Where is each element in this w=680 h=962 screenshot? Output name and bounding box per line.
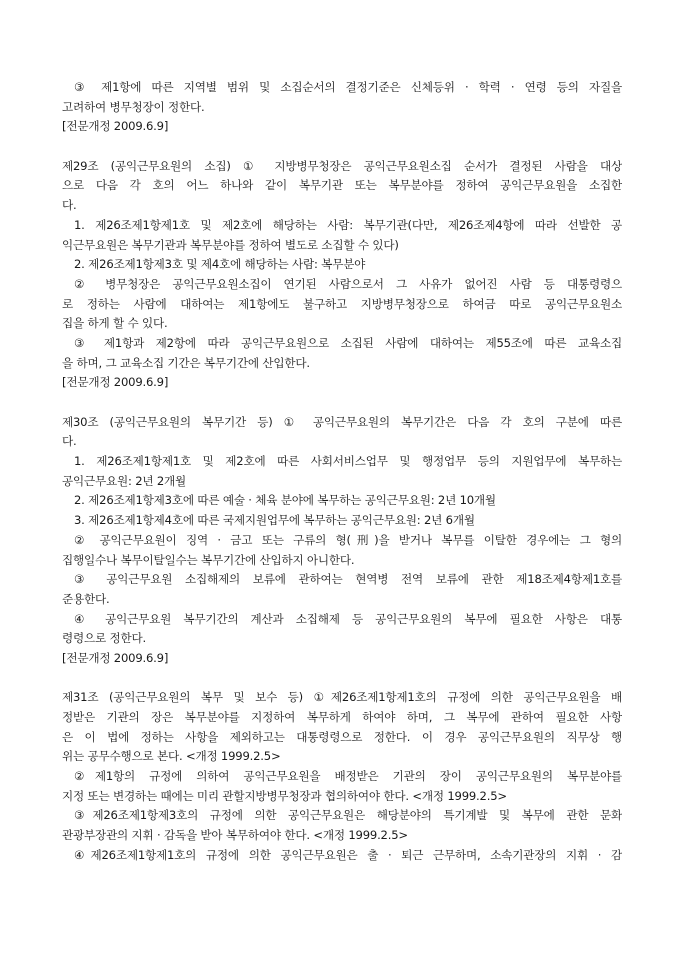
text-line: 을 하며, 그 교육소집 기간은 복무기간에 산입한다.	[62, 355, 310, 370]
document-page	[62, 78, 622, 866]
paragraph-gap	[62, 669, 622, 689]
document-section	[62, 688, 622, 865]
text-line: 지정 또는 변경하는 때에는 미리 관할지방병무청장과 협의하여야 한다. <개정 1999.2.5>	[62, 788, 507, 803]
document-section	[62, 413, 622, 669]
text-line: 으로 다음 각 호의 어느 하나와 같이 복무기관 또는 복무분야를 정하여 공익근무요원을 소집한	[62, 178, 622, 193]
text-line: 2. 제26조제1항제3호에 따른 예술 · 체육 분야에 복무하는 공익근무요원: 2년 10개월	[74, 493, 496, 508]
text-line: 위는 공무수행으로 본다. <개정 1999.2.5>	[62, 749, 281, 764]
text-line: 고려하여 병무청장이 정한다.	[62, 99, 205, 114]
text-line: ② 공익근무요원이 징역 · 금고 또는 구류의 형(刑)을 받거나 복무를 이탈한 경우에는 그 형의	[74, 532, 622, 547]
paragraph-gap	[62, 393, 622, 413]
text-line: 령령으로 정한다.	[62, 631, 146, 646]
text-line: 로 정하는 사람에 대하여는 제1항에도 불구하고 지방병무청장으로 하여금 따로 공익근무요원소	[62, 296, 622, 311]
text-line: [전문개정 2009.6.9]	[62, 375, 169, 390]
text-line: 제31조 (공익근무요원의 복무 및 보수 등) ①제26조제1항제1호의 규정에 의한 공익근무요원을 배	[62, 690, 622, 705]
text-line: ④제26조제1항제1호의 규정에 의한 공익근무요원은 출 · 퇴근 근무하며, 소속기관장의 지휘 · 감	[74, 847, 622, 862]
text-line: ③ 공익근무요원 소집해제의 보류에 관하여는 현역병 전역 보류에 관한 제18조제4항제1호를	[74, 572, 622, 587]
text-line: 집을 하게 할 수 있다.	[62, 316, 168, 331]
paragraph-gap	[62, 137, 622, 157]
text-line: 제30조 (공익근무요원의 복무기간 등) ① 공익근무요원의 복무기간은 다음 각 호의 구분에 따른	[62, 414, 622, 429]
text-line: ③ 제1항에 따른 지역별 범위 및 소집순서의 결정기준은 신체등위 · 학력 · 연령 등의 자질을	[74, 80, 622, 94]
document-section	[62, 78, 622, 137]
text-line: 다.	[62, 198, 77, 213]
document-section	[62, 157, 622, 393]
text-line: [전문개정 2009.6.9]	[62, 119, 169, 134]
text-line: ②제1항의 규정에 의하여 공익근무요원을 배정받은 기관의 장이 공익근무요원의 복무분야를	[74, 769, 622, 784]
text-line: 1. 제26조제1항제1호 및 제2호에 해당하는 사람: 복무기관(다만, 제26조제4항에 따라 선발한 공	[74, 217, 622, 232]
text-line: ② 병무청장은 공익근무요원소집이 연기된 사람으로서 그 사유가 없어진 사람 등 대통령령으	[74, 276, 622, 291]
text-line: 1. 제26조제1항제1호 및 제2호에 따른 사회서비스업무 및 행정업무 등의 지원업무에 복무하는	[74, 454, 622, 469]
text-line: 익근무요원은 복무기관과 복무분야를 정하여 별도로 소집할 수 있다)	[62, 237, 399, 252]
text-line: [전문개정 2009.6.9]	[62, 650, 169, 665]
text-line: 정받은 기관의 장은 복무분야를 지정하여 복무하게 하여야 하며, 그 복무에 관하여 필요한 사항	[62, 710, 622, 724]
text-line: ③제26조제1항제3호의 규정에 의한 공익근무요원은 해당분야의 특기계발 및 복무에 관한 문화	[74, 808, 622, 823]
text-line: 집행일수나 복무이탈일수는 복무기간에 산입하지 아니한다.	[62, 552, 355, 567]
text-line: 제29조 (공익근무요원의 소집) ① 지방병무청장은 공익근무요원소집 순서가 결정된 사람을 대상	[62, 158, 622, 173]
text-line: ③ 제1항과 제2항에 따라 공익근무요원으로 소집된 사람에 대하여는 제55조에 따른 교육소집	[74, 335, 622, 350]
text-line: 다.	[62, 434, 77, 449]
text-line: ④ 공익근무요원 복무기간의 계산과 소집해제 등 공익근무요원의 복무에 필요한 사항은 대통	[74, 611, 622, 626]
text-line: 2. 제26조제1항제3호 및 제4호에 해당하는 사람: 복무분야	[74, 257, 366, 272]
text-line: 관광부장관의 지휘 · 감독을 받아 복무하여야 한다. <개정 1999.2.5>	[62, 828, 408, 843]
text-line: 3. 제26조제1항제4호에 따른 국제지원업무에 복무하는 공익근무요원: 2년 6개월	[74, 513, 475, 528]
text-line: 준용한다.	[62, 591, 110, 606]
text-line: 공익근무요원: 2년 2개월	[62, 473, 187, 488]
text-line: 은 이 법에 정하는 사항을 제외하고는 대통령령으로 정한다. 이 경우 공익근무요원의 직무상 행	[62, 729, 622, 744]
